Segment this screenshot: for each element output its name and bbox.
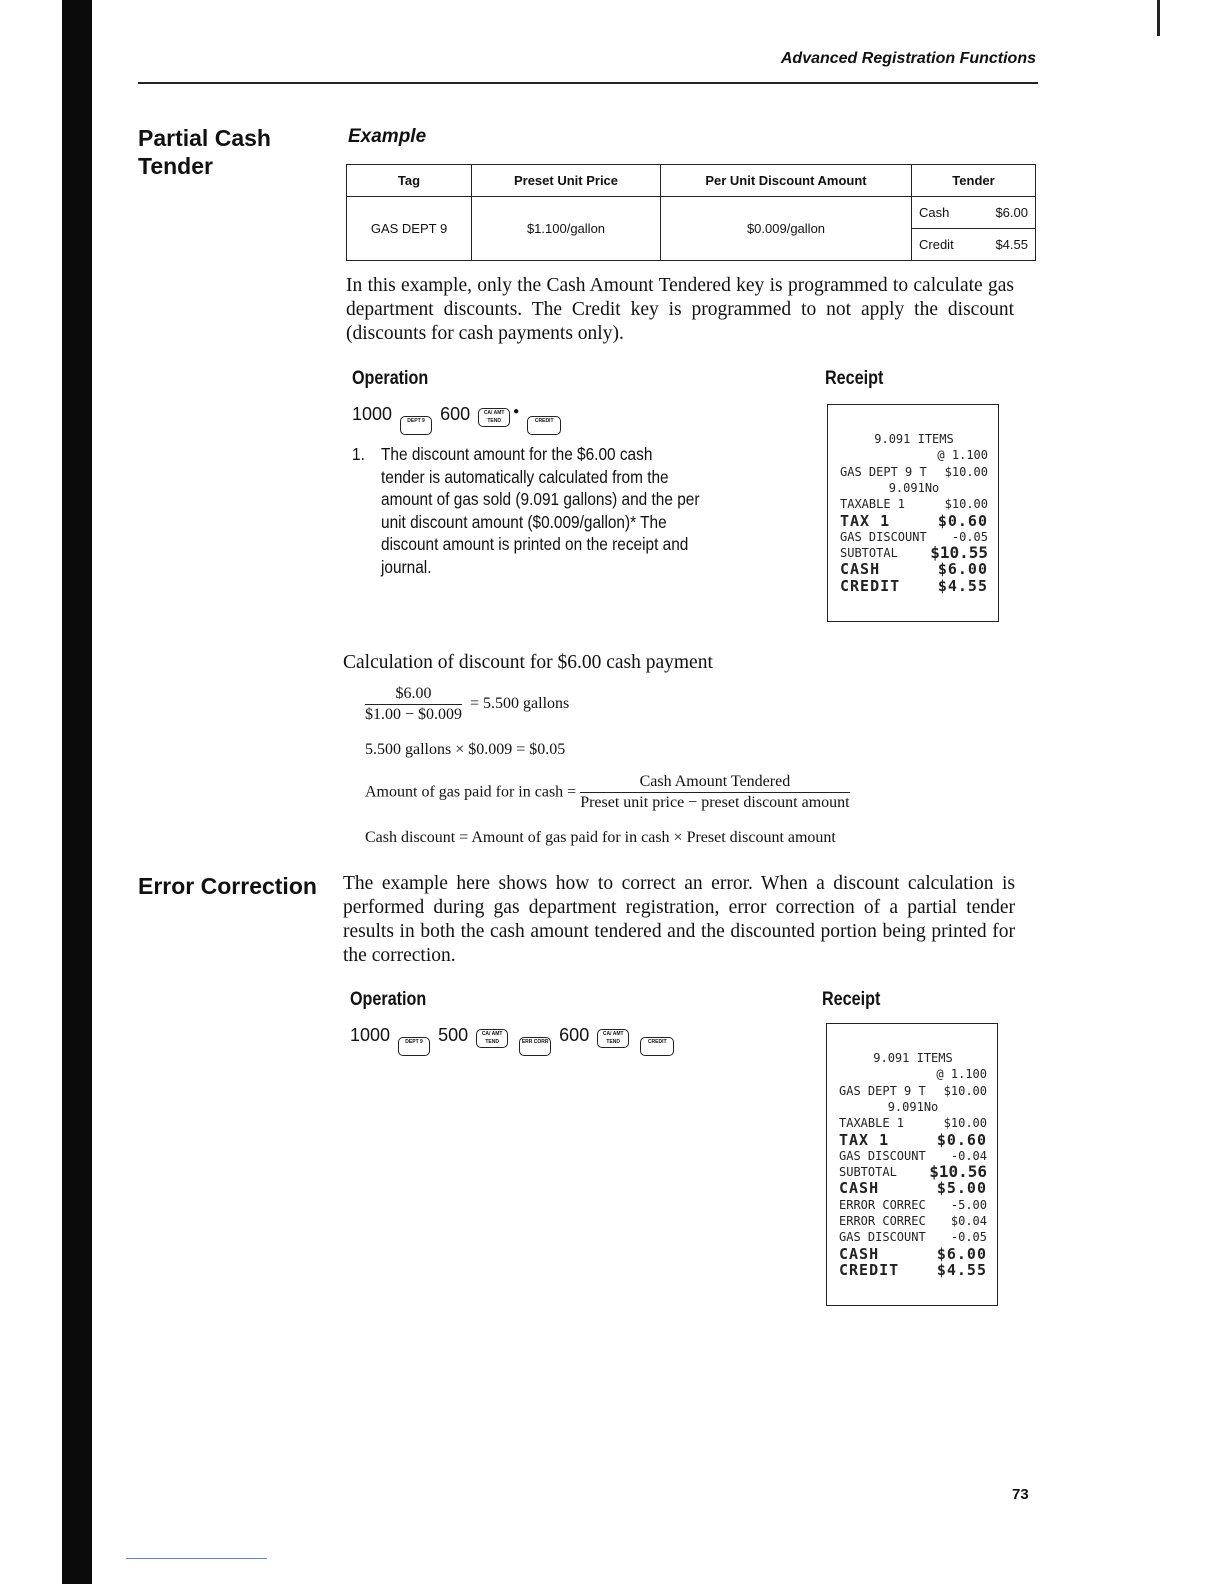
table-cell-tag: GAS DEPT 9 — [347, 197, 472, 261]
cash-tender-key-icon: CA/ AMT TEND — [478, 408, 510, 427]
receipt-line-value: $10.56 — [929, 1162, 987, 1182]
receipt-2 — [826, 1023, 998, 1306]
receipt-line-label: GAS DISCOUNT — [840, 529, 927, 544]
receipt-line-label: CREDIT — [840, 576, 901, 595]
receipt-line-label: TAXABLE 1 — [840, 497, 906, 512]
equation-gallons — [365, 685, 569, 724]
receipt-line: 9.091No — [887, 1099, 939, 1114]
fraction-numerator: $6.00 — [365, 685, 462, 705]
step-text: The discount amount for the $6.00 cash tender is automatically calculated from the amount of gas sold (9.091 gallons) and the per unit discount amount ($0.009/gallon)* The discount amount is printed on the receipt and journal. — [381, 444, 700, 577]
table-header-cell: Tag — [347, 165, 472, 197]
fraction — [365, 685, 462, 724]
table-cell-tender — [912, 197, 1036, 261]
section-heading-error-correction: Error Correction — [138, 873, 317, 899]
receipt-line-value: $6.00 — [937, 560, 988, 579]
fraction-denominator: $1.00 − $0.009 — [365, 706, 463, 723]
equation-result: = 5.500 gallons — [470, 695, 570, 713]
error-correction-paragraph: The example here shows how to correct an error. When a discount calculation is performed during gas department registration, error correction of a partial tender results in both the cash amount tendered and the discounted portion being printed for the correction. — [343, 873, 1015, 966]
receipt-line-value: $5.00 — [936, 1179, 987, 1198]
receipt-line: 9.091 ITEMS — [873, 1051, 953, 1065]
receipt-line-value: $10.00 — [943, 1116, 987, 1131]
operation-number: 1000 — [350, 1025, 391, 1045]
fraction-denominator: Preset unit price − preset discount amount — [580, 794, 850, 811]
receipt-label: Receipt — [825, 368, 884, 389]
receipt-line — [839, 1229, 987, 1245]
receipt-line — [839, 1262, 987, 1278]
receipt-line-value: $0.04 — [950, 1214, 987, 1228]
table-cell-discount: $0.009/gallon — [661, 197, 912, 261]
receipt-line-label: GAS DISCOUNT — [839, 1148, 926, 1163]
equation-lhs: Amount of gas paid for in cash = — [365, 783, 577, 801]
operation-sequence — [352, 404, 564, 435]
operation-number: 600 — [440, 404, 471, 424]
receipt-line — [839, 1213, 987, 1229]
receipt-line-value: $10.00 — [943, 1083, 987, 1098]
operation-number: 600 — [559, 1025, 590, 1045]
tender-amount: $4.55 — [995, 237, 1028, 252]
receipt-line-value: -5.00 — [950, 1197, 987, 1212]
cash-tender-key-icon: CA/ AMT TEND — [476, 1029, 508, 1048]
fraction-numerator: Cash Amount Tendered — [580, 773, 849, 793]
receipt-line-value: $10.00 — [944, 464, 988, 479]
step-number: 1. — [352, 444, 365, 464]
receipt-line-label: CASH — [839, 1244, 880, 1263]
receipt-line-label: TAX 1 — [839, 1130, 890, 1149]
example-paragraph: In this example, only the Cash Amount Tendered key is programmed to calculate gas department discounts. The Credit key is programmed to not apply the discount (discounts for cash payments only). — [346, 275, 1014, 344]
receipt-line-value: @ 1.100 — [936, 1067, 987, 1082]
equation-cash-discount: Cash discount = Amount of gas paid for in cash × Preset discount amount — [365, 829, 836, 846]
receipt-line — [840, 447, 988, 463]
receipt-line-value: -0.05 — [951, 529, 988, 544]
table-header-row — [347, 165, 1036, 197]
receipt-line — [839, 1115, 987, 1131]
receipt-line — [840, 496, 988, 512]
table-header-cell: Tender — [912, 165, 1036, 197]
operation-number: 1000 — [352, 404, 393, 424]
receipt-line — [840, 513, 988, 529]
section-heading-partial-cash-tender: Partial Cash Tender — [138, 125, 271, 179]
receipt-line — [840, 545, 988, 561]
operation-sequence — [350, 1025, 677, 1056]
receipt-line-value: $4.55 — [937, 576, 988, 595]
error-correct-key-icon: ERR CORR — [519, 1037, 551, 1056]
credit-key-icon: CREDIT — [527, 416, 561, 435]
header-rule — [138, 82, 1038, 84]
receipt-line — [839, 1246, 987, 1262]
receipt-1 — [827, 404, 999, 622]
footer-rule — [126, 1558, 267, 1559]
dept-key-icon: DEPT 9 — [400, 416, 432, 435]
receipt-line-label: SUBTOTAL — [839, 1165, 897, 1180]
dept-key-icon: DEPT 9 — [398, 1037, 430, 1056]
receipt-line — [840, 578, 988, 594]
page-number: 73 — [1012, 1486, 1029, 1503]
example-label: Example — [348, 126, 427, 147]
operation-label: Operation — [350, 989, 427, 1010]
receipt-line: 9.091No — [888, 480, 940, 495]
receipt-line-value: $6.00 — [936, 1244, 987, 1263]
receipt-line-value: -0.05 — [950, 1230, 987, 1245]
receipt-line-label: ERROR CORREC — [839, 1214, 926, 1228]
receipt-line: 9.091 ITEMS — [874, 432, 954, 446]
cash-tender-key-icon: CA/ AMT TEND — [597, 1029, 629, 1048]
receipt-line-value: $0.60 — [936, 1130, 987, 1149]
scan-mark — [1157, 0, 1160, 36]
receipt-line — [840, 561, 988, 577]
receipt-line — [840, 464, 988, 480]
receipt-line — [839, 1197, 987, 1213]
bullet-mark-icon: ● — [513, 406, 520, 417]
receipt-line — [839, 1132, 987, 1148]
table-cell-price: $1.100/gallon — [472, 197, 661, 261]
example-table — [346, 164, 1036, 261]
receipt-line — [839, 1066, 987, 1082]
tender-row-cash — [912, 197, 1035, 229]
receipt-line-value: @ 1.100 — [937, 448, 988, 463]
binding-edge — [62, 0, 92, 1584]
receipt-line-label: SUBTOTAL — [840, 546, 898, 561]
receipt-line-value: $10.55 — [930, 543, 988, 563]
receipt-line — [839, 1083, 987, 1099]
receipt-line-value: $0.60 — [937, 511, 988, 530]
operation-number: 500 — [438, 1025, 469, 1045]
tender-type: Cash — [919, 205, 950, 220]
receipt-line-label: GAS DISCOUNT — [839, 1230, 926, 1245]
tender-amount: $6.00 — [995, 205, 1028, 220]
receipt-line-label: CASH — [840, 560, 881, 579]
receipt-line-label: TAXABLE 1 — [839, 1116, 905, 1131]
receipt-line-label: GAS DEPT 9 T — [840, 464, 927, 479]
receipt-line — [839, 1180, 987, 1196]
table-header-cell: Preset Unit Price — [472, 165, 661, 197]
equation-gas-paid — [365, 773, 850, 812]
calculation-title: Calculation of discount for $6.00 cash payment — [343, 652, 713, 673]
equation-discount: 5.500 gallons × $0.009 = $0.05 — [365, 741, 566, 758]
receipt-line-label: TAX 1 — [840, 511, 891, 530]
table-header-cell: Per Unit Discount Amount — [661, 165, 912, 197]
tender-type: Credit — [919, 237, 954, 252]
receipt-line-label: CREDIT — [839, 1260, 900, 1279]
tender-row-credit — [912, 229, 1035, 260]
receipt-line-label: GAS DEPT 9 T — [839, 1083, 926, 1098]
receipt-line-label: ERROR CORREC — [839, 1197, 926, 1212]
receipt-line-value: $10.00 — [944, 497, 988, 512]
receipt-line-value: -0.04 — [950, 1148, 987, 1163]
receipt-label: Receipt — [822, 989, 881, 1010]
credit-key-icon: CREDIT — [640, 1037, 674, 1056]
operation-label: Operation — [352, 368, 429, 389]
fraction — [580, 773, 849, 812]
table-row — [347, 197, 1036, 261]
receipt-line — [839, 1164, 987, 1180]
receipt-line-value: $4.55 — [936, 1260, 987, 1279]
receipt-line-label: CASH — [839, 1179, 880, 1198]
running-head: Advanced Registration Functions — [780, 50, 1036, 67]
